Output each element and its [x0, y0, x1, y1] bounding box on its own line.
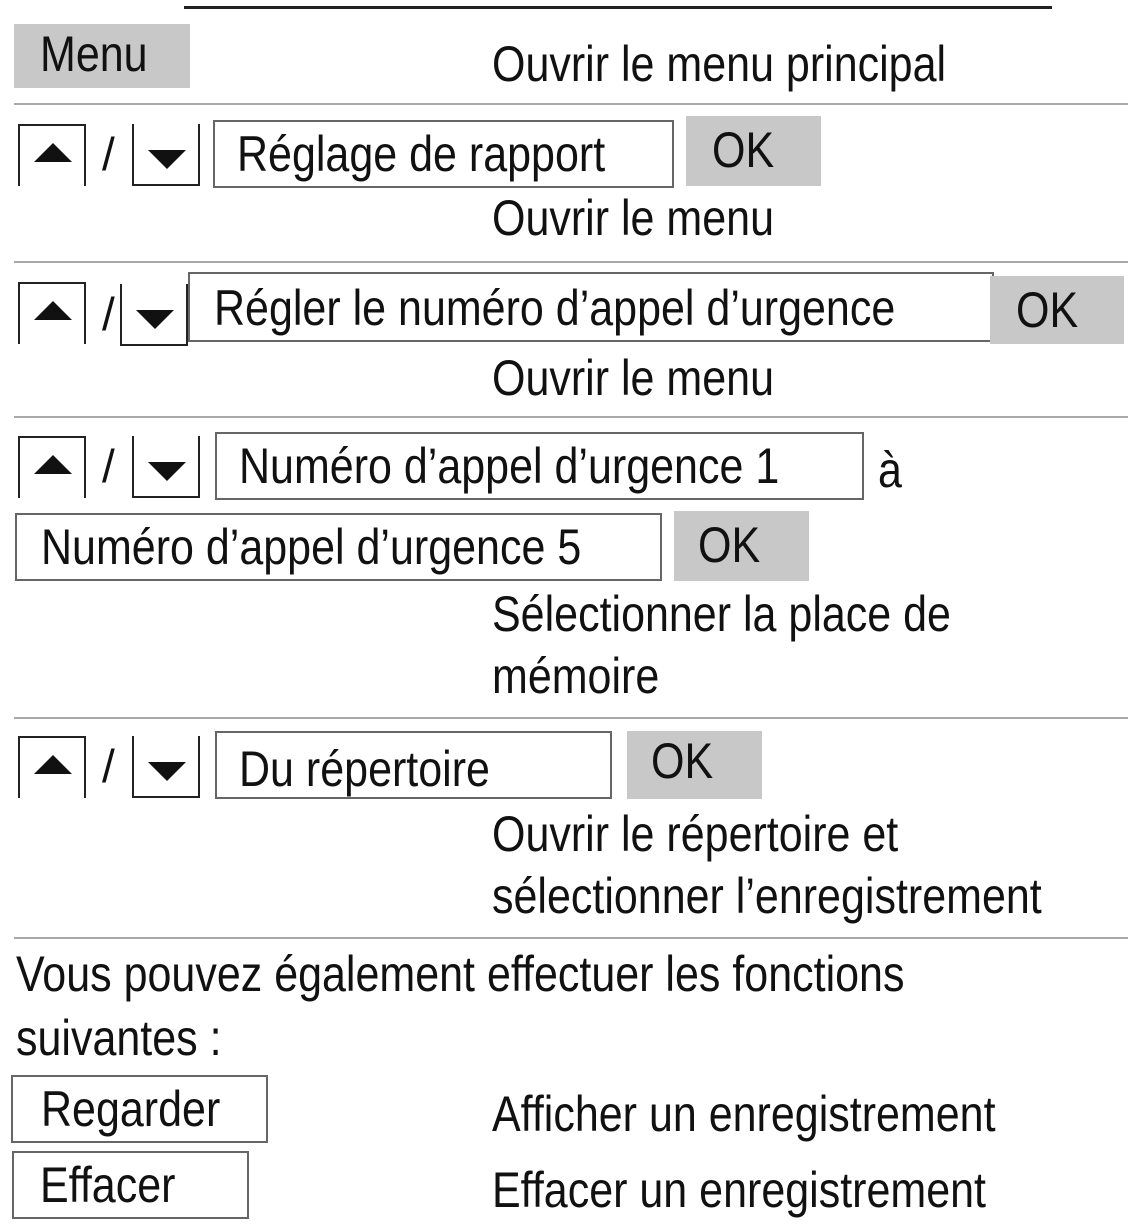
regarder-key[interactable]	[11, 1075, 268, 1143]
up-key[interactable]	[18, 736, 86, 798]
step1-description: Ouvrir le menu principal	[492, 36, 947, 92]
divider	[14, 416, 1128, 418]
arrow-up-key-icon	[34, 455, 72, 474]
option-box-urgence-5[interactable]	[15, 513, 662, 581]
divider	[14, 937, 1128, 939]
arrow-down-key-icon	[148, 462, 186, 481]
ok-key[interactable]	[686, 116, 821, 186]
ok-key[interactable]	[674, 511, 809, 581]
option-label: Régler le numéro d’appel d’urgence	[214, 280, 896, 336]
arrow-up-key-icon	[34, 143, 72, 162]
menu-key-label: Menu	[40, 26, 148, 82]
option-label: Numéro d’appel d’urgence 1	[239, 438, 780, 494]
up-key[interactable]	[18, 124, 86, 186]
divider	[14, 717, 1128, 719]
divider	[14, 261, 1128, 263]
regarder-description: Afficher un enregistrement	[492, 1086, 996, 1142]
arrow-up-key-icon	[34, 755, 72, 774]
down-key[interactable]	[132, 736, 200, 798]
option-label: Du répertoire	[239, 741, 490, 797]
step4-description-line1: Sélectionner la place de	[492, 586, 951, 642]
step3-description: Ouvrir le menu	[492, 350, 774, 406]
arrow-down-key-icon	[148, 762, 186, 781]
option-box-repertoire[interactable]	[215, 731, 612, 799]
option-box-numero-urgence[interactable]	[188, 272, 994, 342]
ok-key[interactable]	[990, 276, 1124, 344]
down-key[interactable]	[132, 124, 200, 186]
step5-description-line1: Ouvrir le répertoire et	[492, 806, 899, 862]
ok-key[interactable]	[627, 731, 762, 799]
option-box-urgence-1[interactable]	[215, 432, 864, 500]
option-label: Numéro d’appel d’urgence 5	[41, 519, 582, 575]
ok-label: OK	[712, 122, 775, 178]
top-rule	[184, 6, 1052, 9]
key-separator: /	[102, 440, 115, 492]
menu-key[interactable]	[14, 24, 190, 88]
ok-label: OK	[651, 733, 714, 789]
option-box-reglage-rapport[interactable]	[213, 120, 674, 188]
footer-intro-line2: suivantes :	[16, 1010, 222, 1066]
down-key[interactable]	[132, 436, 200, 498]
down-key[interactable]	[120, 284, 188, 346]
up-key[interactable]	[18, 282, 86, 344]
key-separator: /	[102, 288, 115, 340]
option-label: Réglage de rapport	[237, 126, 606, 182]
divider	[14, 103, 1128, 105]
footer-intro-line1: Vous pouvez également effectuer les fonctions	[16, 946, 905, 1002]
ok-label: OK	[1016, 282, 1079, 338]
up-key[interactable]	[18, 436, 86, 498]
effacer-key[interactable]	[12, 1151, 249, 1219]
arrow-up-key-icon	[34, 301, 72, 320]
effacer-description: Effacer un enregistrement	[492, 1162, 986, 1218]
effacer-key-label: Effacer	[40, 1157, 176, 1213]
step2-description: Ouvrir le menu	[492, 190, 774, 246]
arrow-down-key-icon	[148, 150, 186, 169]
key-separator: /	[102, 740, 115, 792]
ok-label: OK	[698, 517, 761, 573]
step5-description-line2: sélectionner l’enregistrement	[492, 868, 1042, 924]
range-connector: à	[878, 442, 902, 498]
regarder-key-label: Regarder	[41, 1081, 221, 1137]
arrow-down-key-icon	[136, 310, 174, 329]
step4-description-line2: mémoire	[492, 648, 660, 704]
key-separator: /	[102, 128, 115, 180]
